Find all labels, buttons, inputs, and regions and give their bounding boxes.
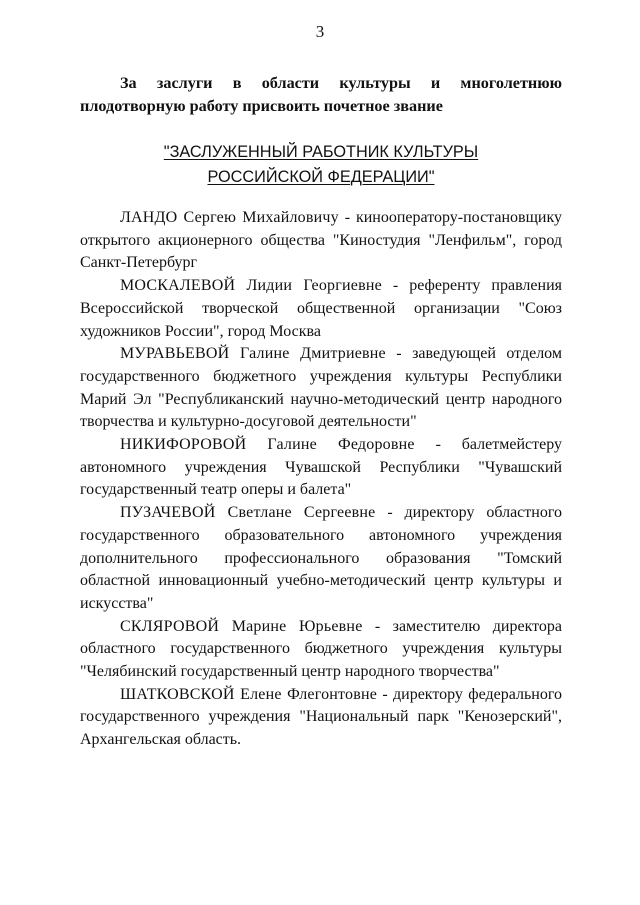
- awardee-name: ШАТКОВСКОЙ Елене Флегонтовне: [120, 685, 378, 703]
- awardee-description: - директору областного государственного образовательного автономного учреждения дополнительного профессионального образования "Томский областной инновационный учебно-методический центр культуры и искусства": [80, 504, 563, 612]
- awardee-item: [80, 434, 562, 502]
- awardee-item: [80, 343, 562, 434]
- awardee-item: [80, 275, 562, 343]
- decree-statement: [80, 72, 562, 118]
- decree-line-2: плодотворную работу присвоить почетное звание: [80, 97, 443, 115]
- honorary-title-line-2: РОССИЙСКОЙ ФЕДЕРАЦИИ": [207, 168, 435, 186]
- awardee-description: - кинооператору-постановщику открытого акционерного общества "Киностудия "Ленфильм", город Санкт-Петербург: [80, 209, 562, 272]
- awardee-description: - заместителю директора областного государственного бюджетного учреждения культуры "Челябинский государственный центр народного творчества": [80, 617, 563, 681]
- awardee-description: - заведующей отделом государственного бюджетного учреждения культуры Республики Марий Эл "Республиканский научно-методический центр народного творчества и культурно-досуговой деятельности": [80, 345, 563, 431]
- awardee-list: [80, 207, 562, 752]
- awardee-name: МУРАВЬЕВОЙ Галине Дмитриевне: [120, 345, 386, 363]
- awardee-item: [80, 684, 562, 752]
- awardee-description: - референту правления Всероссийской творческой общественной организации "Союз художников России", город Москва: [80, 277, 562, 340]
- honorary-title: [80, 140, 562, 190]
- page-number: 3: [315, 22, 325, 41]
- awardee-item: [80, 502, 562, 616]
- awardee-name: ЛАНДО Сергею Михайловичу: [120, 209, 339, 226]
- awardee-name: НИКИФОРОВОЙ Галине Федоровне: [120, 436, 415, 454]
- awardee-name: ПУЗАЧЕВОЙ Светлане Сергеевне: [120, 504, 376, 522]
- awardee-name: СКЛЯРОВОЙ Марине Юрьевне: [120, 617, 363, 635]
- awardee-name: МОСКАЛЕВОЙ Лидии Георгиевне: [120, 277, 382, 295]
- awardee-item: [80, 207, 562, 275]
- awardee-item: [80, 616, 562, 684]
- awardee-description: - балетмейстеру автономного учреждения Чувашской Республики "Чувашский государственный театр оперы и балета": [80, 436, 563, 499]
- decree-line-1: За заслуги в области культуры и многолетнюю: [120, 74, 562, 92]
- honorary-title-line-1: "ЗАСЛУЖЕННЫЙ РАБОТНИК КУЛЬТУРЫ: [163, 143, 479, 161]
- awardee-description: - директору федерального государственного учреждения "Национальный парк "Кенозерский", Архангельская область.: [80, 685, 562, 749]
